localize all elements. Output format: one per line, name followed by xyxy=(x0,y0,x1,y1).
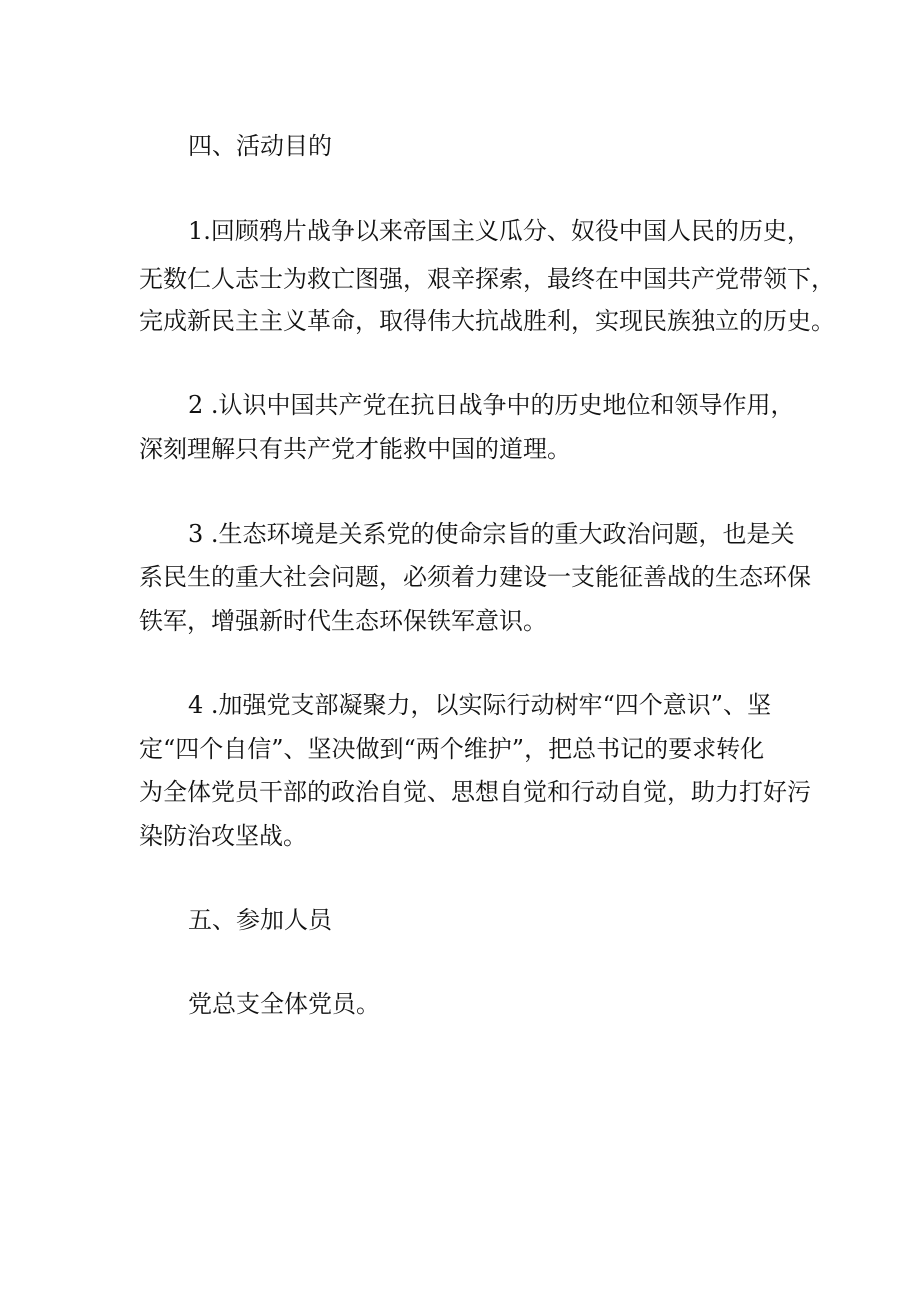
paragraph-line: 1.回顾鸦片战争以来帝国主义瓜分、奴役中国人民的历史， xyxy=(188,217,811,245)
paragraph-line: 深刻理解只有共产党才能救中国的道理。 xyxy=(139,435,571,463)
section-heading-purpose: 四、活动目的 xyxy=(188,132,332,160)
participants-text: 党总支全体党员。 xyxy=(188,990,380,1018)
section-heading-participants: 五、参加人员 xyxy=(188,906,332,934)
paragraph-line: 铁军，增强新时代生态环保铁军意识。 xyxy=(139,607,547,635)
paragraph-line: 系民生的重大社会问题，必须着力建设一支能征善战的生态环保 xyxy=(139,563,811,591)
paragraph-line: 2 .认识中国共产党在抗日战争中的历史地位和领导作用， xyxy=(188,391,795,419)
paragraph-line: 完成新民主主义革命，取得伟大抗战胜利，实现民族独立的历史。 xyxy=(139,307,835,335)
paragraph-line: 定“四个自信”、坚决做到“两个维护”，把总书记的要求转化 xyxy=(139,735,765,763)
paragraph-line: 4 .加强党支部凝聚力，以实际行动树牢“四个意识”、坚 xyxy=(188,691,772,719)
paragraph-line: 无数仁人志士为救亡图强，艰辛探索，最终在中国共产党带领下， xyxy=(139,265,835,293)
paragraph-line: 染防治攻坚战。 xyxy=(139,822,307,850)
paragraph-line: 3 .生态环境是关系党的使命宗旨的重大政治问题，也是关 xyxy=(188,520,795,548)
paragraph-line: 为全体党员干部的政治自觉、思想自觉和行动自觉，助力打好污 xyxy=(139,778,811,806)
